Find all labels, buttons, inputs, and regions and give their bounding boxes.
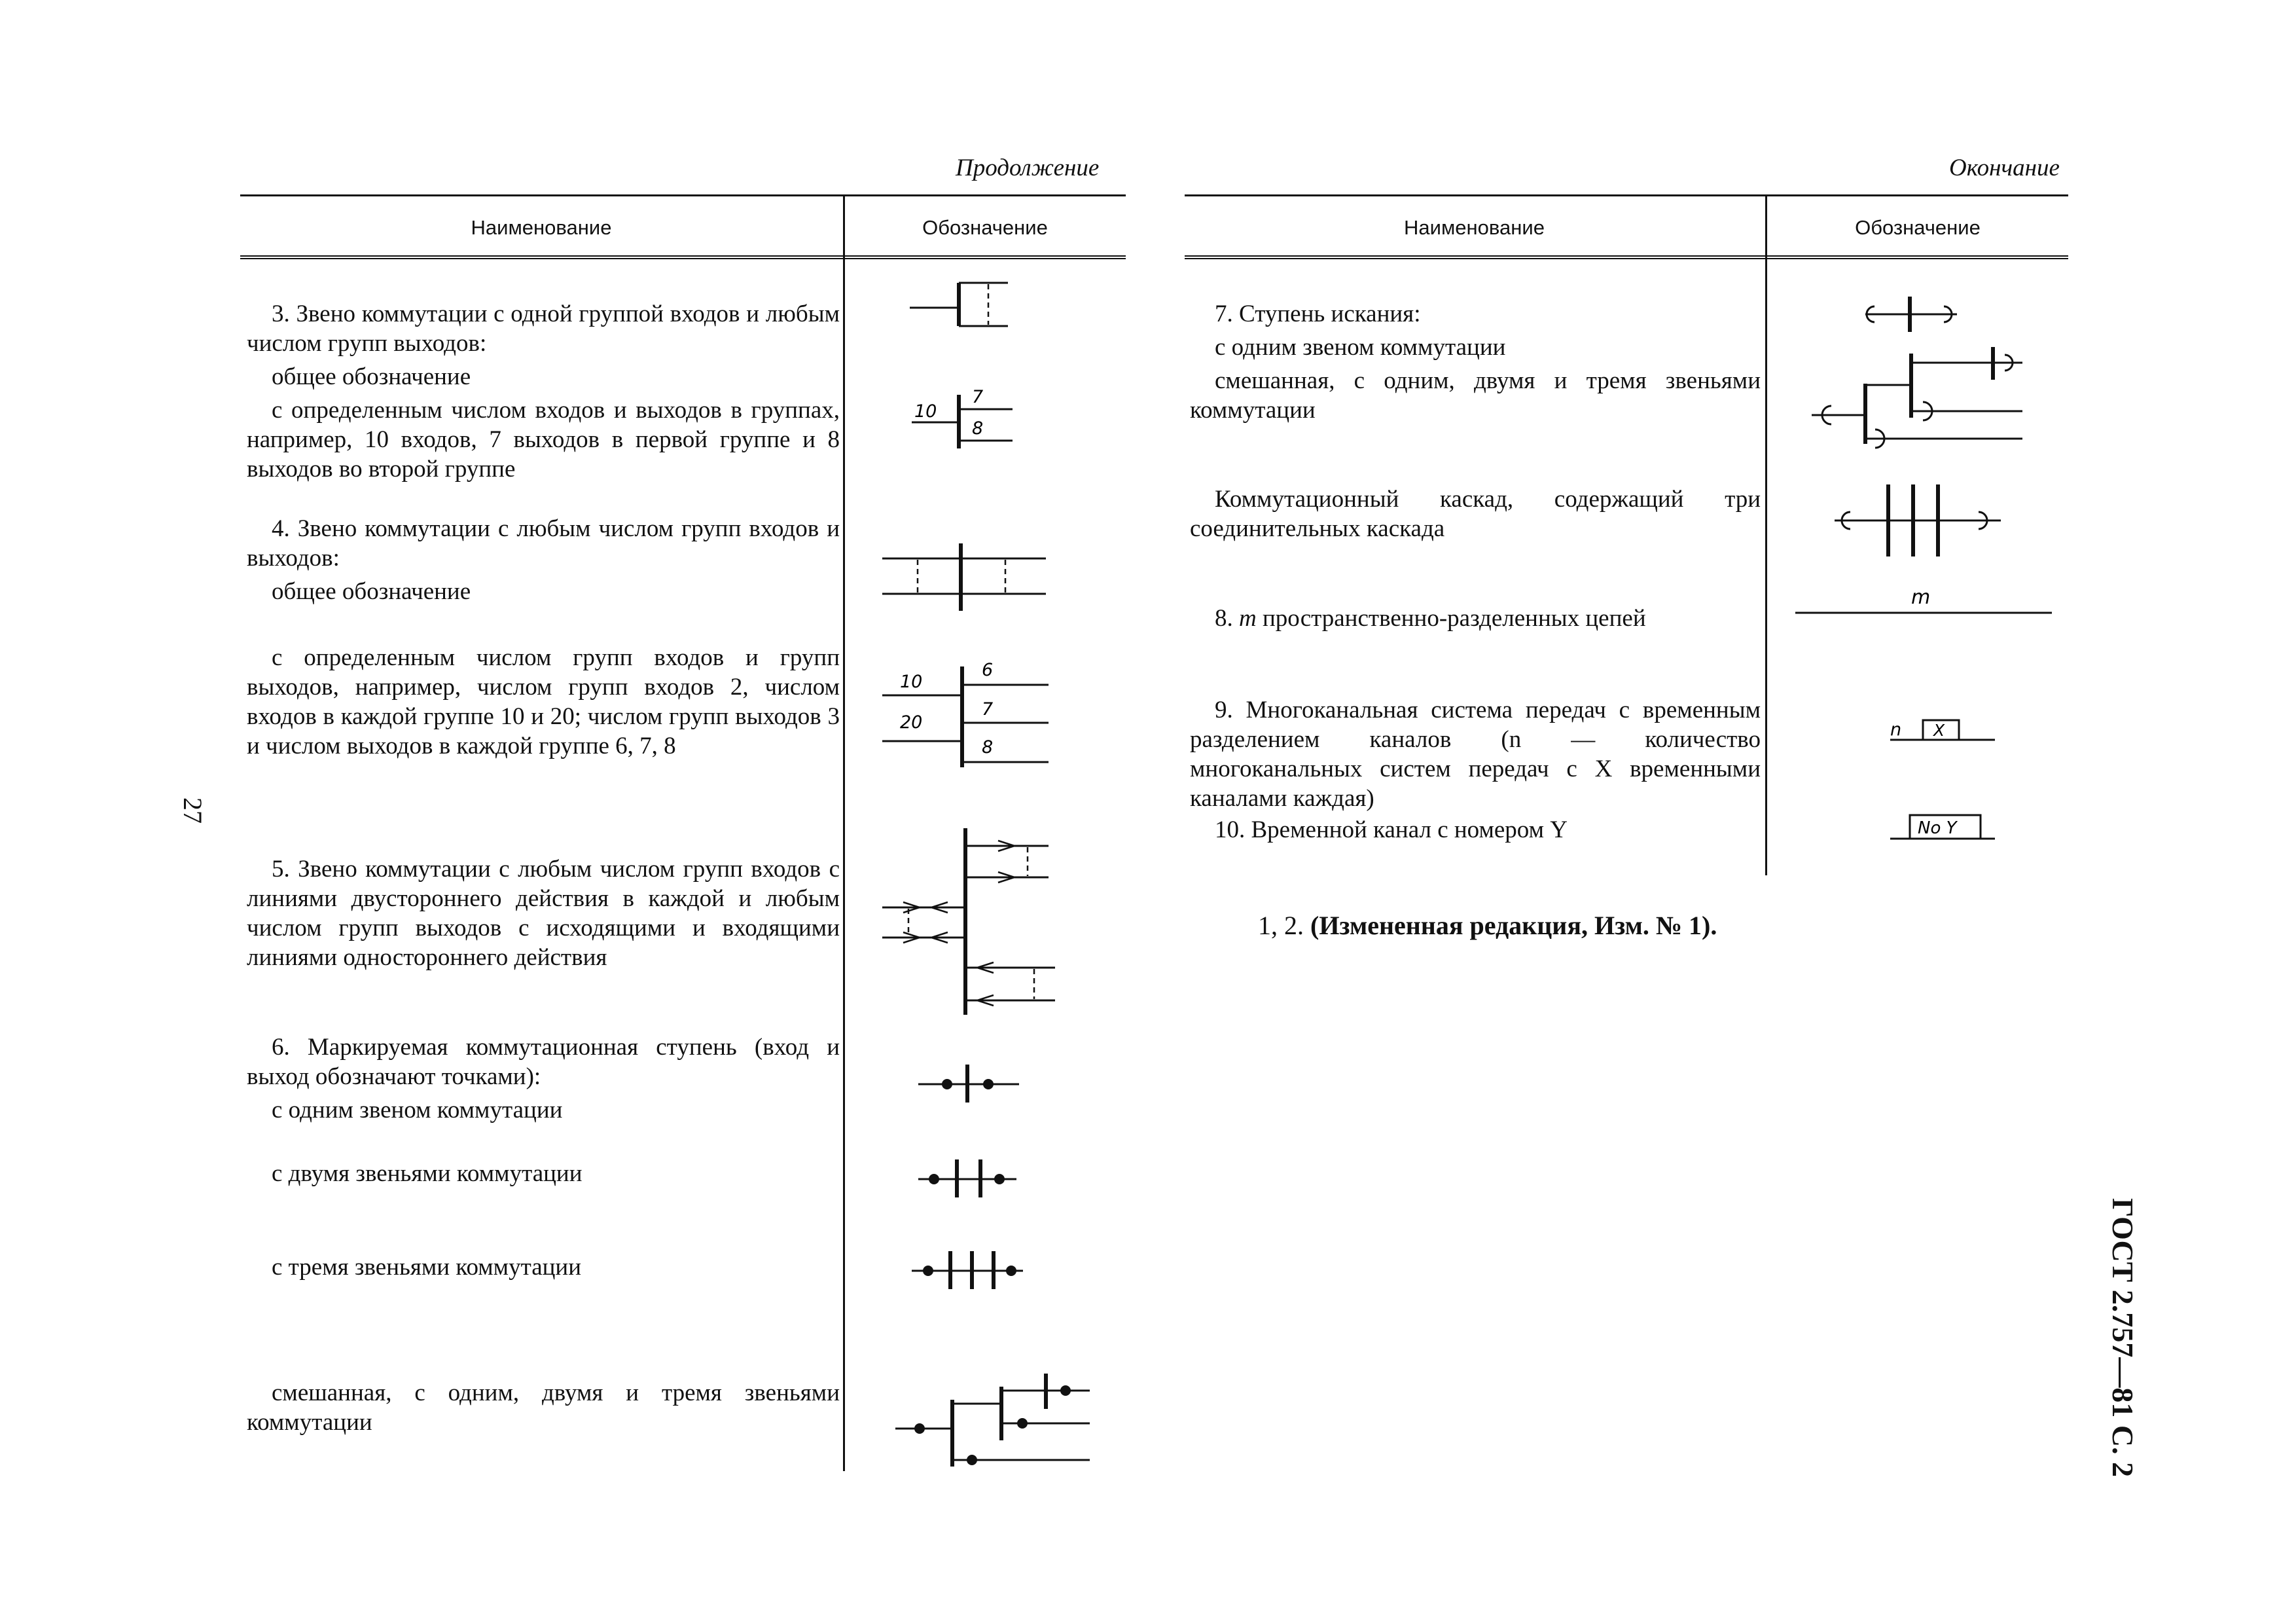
m-circuits-symbol bbox=[1790, 583, 2058, 629]
switching-cascade-symbol bbox=[1829, 478, 2006, 563]
item4-general: общее обозначение bbox=[272, 578, 471, 605]
sym4-output3-label: 8 bbox=[982, 737, 994, 757]
sym4-output1-label: 6 bbox=[982, 660, 994, 680]
item8-text bbox=[1215, 604, 1761, 633]
standard-reference: ГОСТ 2.757—81 С. 2 bbox=[2106, 1198, 2140, 1478]
left-table-header-rule bbox=[240, 255, 1126, 259]
item3-text bbox=[247, 299, 840, 484]
tdm-system-symbol bbox=[1885, 714, 2003, 753]
sym9-x-label: X bbox=[1933, 721, 1945, 740]
sym4-input1-label: 10 bbox=[900, 672, 923, 692]
item10-text: 10. Временной канал с номером Y bbox=[1215, 816, 1568, 843]
sym3-output2-label: 8 bbox=[972, 418, 984, 439]
item9-description: 9. Многоканальная система передач с временным разделением каналов (n — количество многоканальных систем передач с X временными каналами каждая) bbox=[1190, 697, 1761, 812]
item6-two: с двумя звеньями коммутации bbox=[272, 1160, 583, 1187]
item6-title: 6. Маркируемая коммутационная ступень (вход и выход обозначают точками): bbox=[247, 1034, 840, 1090]
item8-var: m bbox=[1239, 605, 1257, 632]
item8-rest: пространственно-разделенных цепей bbox=[1256, 605, 1646, 632]
right-col-symbol-header: Обозначение bbox=[1855, 216, 1981, 239]
item9-text bbox=[1190, 695, 1761, 813]
item4-specific: с определенным числом групп входов и групп выходов, например, числом групп входов 2, числом входов в каждой группе 10 и 20; числом групп выходов 3 и числом выходов в каждой группе 6, 7, 8 bbox=[247, 644, 840, 759]
bidirectional-link-symbol bbox=[877, 825, 1067, 1021]
left-col-name-header: Наименование bbox=[471, 216, 612, 239]
item6-mixed-text: смешанная, с одним, двумя и тремя звеньями коммутации bbox=[247, 1379, 840, 1436]
item6-text bbox=[247, 1032, 840, 1125]
sym8-m-label: m bbox=[1911, 586, 1931, 609]
amendment-note bbox=[1258, 910, 1717, 941]
item3-specific: с определенным числом входов и выходов в группах, например, 10 входов, 7 выходов в первой группе и 8 выходов во второй группе bbox=[247, 397, 840, 483]
switching-link-10-7-8-symbol bbox=[906, 383, 1024, 455]
item6-mixed bbox=[247, 1378, 840, 1437]
item7-text bbox=[1190, 299, 1761, 425]
sym9-n-label: n bbox=[1890, 720, 1902, 740]
right-table-column-divider bbox=[1765, 194, 1767, 875]
sym3-output1-label: 7 bbox=[972, 387, 984, 407]
item6-three: с тремя звеньями коммутации bbox=[272, 1254, 582, 1281]
right-table-header-rule bbox=[1185, 255, 2068, 259]
cascade-text bbox=[1190, 484, 1761, 543]
left-col-symbol-header: Обозначение bbox=[922, 216, 1048, 239]
sym3-input-label: 10 bbox=[914, 401, 937, 422]
amendment-items: 1, 2. bbox=[1258, 911, 1310, 940]
sym4-output2-label: 7 bbox=[982, 699, 994, 720]
marked-stage-mixed-symbol bbox=[890, 1368, 1100, 1473]
item8-prefix: 8. bbox=[1215, 605, 1239, 632]
item5-title: 5. Звено коммутации с любым числом групп входов с линиями двустороннего действия в каждой и любым числом групп выходов с исходящими и входящими линиями одностороннего действия bbox=[247, 856, 840, 971]
item7-mixed: смешанная, с одним, двумя и тремя звеньями коммутации bbox=[1190, 367, 1761, 424]
sym4-input2-label: 20 bbox=[900, 712, 923, 733]
item4-title: 4. Звено коммутации с любым числом групп входов и выходов: bbox=[247, 515, 840, 572]
amendment-text: (Измененная редакция, Изм. № 1). bbox=[1310, 911, 1717, 940]
item3-title: 3. Звено коммутации с одной группой входов и любым числом групп выходов: bbox=[247, 301, 840, 357]
sym10-label: No Y bbox=[1918, 818, 1957, 838]
multi-group-link-general-symbol bbox=[877, 540, 1054, 619]
right-col-name-header: Наименование bbox=[1404, 216, 1545, 239]
left-table-column-divider bbox=[843, 194, 845, 1471]
item4-text bbox=[247, 514, 840, 761]
item7-one: с одним звеном коммутации bbox=[1215, 334, 1506, 361]
search-stage-one-link-symbol bbox=[1846, 291, 1977, 337]
continuation-note: Продолжение bbox=[956, 155, 1100, 181]
time-channel-symbol bbox=[1885, 809, 2003, 848]
page-number: 27 bbox=[178, 797, 207, 824]
switching-link-general-symbol bbox=[903, 275, 1021, 334]
item5-text bbox=[247, 854, 840, 972]
marked-stage-two-links-symbol bbox=[913, 1156, 1024, 1201]
item6-one: с одним звеном коммутации bbox=[272, 1097, 563, 1123]
right-table-top-rule bbox=[1185, 194, 2068, 196]
cascade-title: Коммутационный каскад, содержащий три соединительных каскада bbox=[1190, 486, 1761, 542]
item3-general: общее обозначение bbox=[272, 363, 471, 390]
marked-stage-three-links-symbol bbox=[906, 1247, 1031, 1293]
multi-group-link-specific-symbol bbox=[877, 655, 1060, 773]
search-stage-mixed-symbol bbox=[1806, 347, 2029, 445]
ending-note: Окончание bbox=[1949, 155, 2060, 181]
marked-stage-one-link-symbol bbox=[913, 1061, 1024, 1106]
left-table-top-rule bbox=[240, 194, 1126, 196]
item7-title: 7. Ступень искания: bbox=[1215, 301, 1421, 327]
